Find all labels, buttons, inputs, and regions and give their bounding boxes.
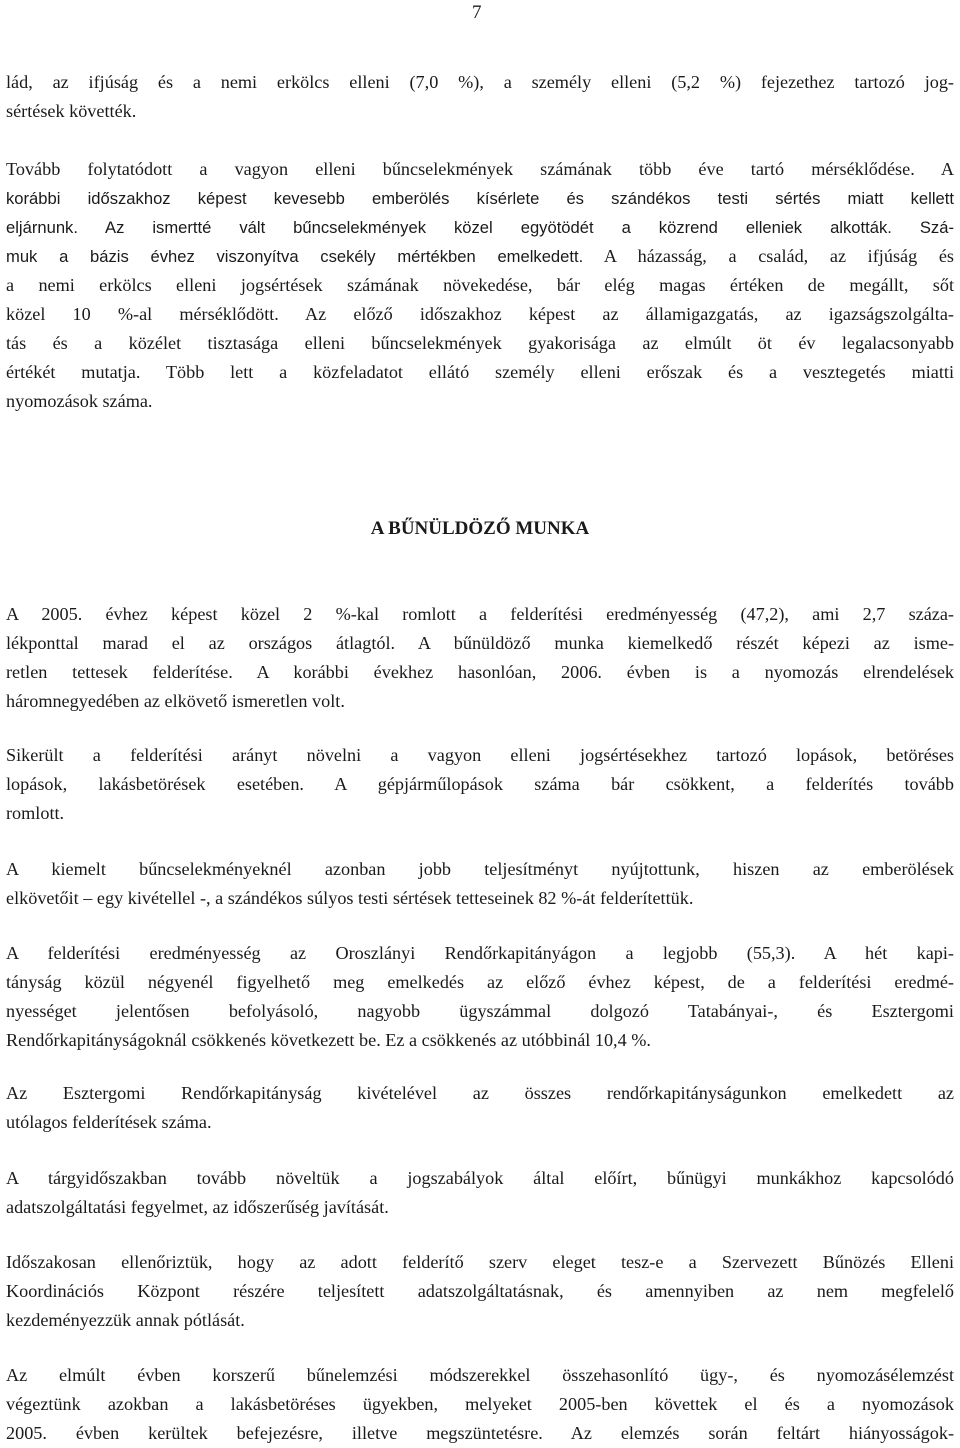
- text-line: Tovább folytatódott a vagyon elleni bűncselekmények számának több éve tartó mérséklődése. A: [6, 159, 954, 179]
- paragraph-8: [6, 1361, 954, 1448]
- text-line: Koordinációs Központ részére teljesített adatszolgáltatásnak, és amennyiben az nem megfelelő: [6, 1281, 954, 1301]
- paragraph-7: [6, 1248, 954, 1335]
- text-line: lád, az ifjúság és a nemi erkölcs elleni (7,0 %), a személy elleni (5,2 %) fejezethez tartozó jog-: [6, 72, 954, 92]
- paragraph-3: [6, 855, 954, 913]
- text-line: Az elmúlt évben korszerű bűnelemzési módszerekkel összehasonlító ügy-, és nyomozásélemzést: [6, 1365, 954, 1385]
- text-line: sértések követték.: [6, 101, 137, 121]
- text-line: Sikerült a felderítési arányt növelni a vagyon elleni jogsértésekhez tartozó lopások, betöréses: [6, 745, 954, 765]
- text-line: Az Esztergomi Rendőrkapitányság kivételével az összes rendőrkapitányságunkon emelkedett az: [6, 1083, 954, 1103]
- text-line: a nemi erkölcs elleni jogsértések számának növekedése, bár elég magas értéken de megállt, sőt: [6, 275, 954, 295]
- text-line: retlen tettesek felderítése. A korábbi évekhez hasonlóan, 2006. évben is a nyomozás elrendelések: [6, 662, 954, 682]
- text-line-part: A házasság, a család, az ifjúság és: [583, 246, 954, 266]
- paragraph-6: [6, 1164, 954, 1222]
- text-line: korábbi időszakhoz képest kevesebb emberölés kísérlete és szándékos testi sértés miatt kellett: [6, 189, 954, 208]
- text-line: Rendőrkapitányságoknál csökkenés következett be. Ez a csökkenés az utóbbinál 10,4 %.: [6, 1030, 651, 1050]
- paragraph-4: [6, 939, 954, 1055]
- text-line: Időszakosan ellenőriztük, hogy az adott felderítő szerv eleget tesz-e a Szervezett Bűnözés Elleni: [6, 1252, 954, 1272]
- section-heading: A BŰNÜLDÖZŐ MUNKA: [370, 518, 590, 539]
- text-line: végeztünk azokban a lakásbetöréses ügyekben, melyeket 2005-ben követtek el és a nyomozások: [6, 1394, 954, 1414]
- text-line: A felderítési eredményesség az Oroszlányi Rendőrkapitányágon a legjobb (55,3). A hét kapi-: [6, 943, 954, 963]
- text-line: romlott.: [6, 803, 65, 823]
- text-line-part: eljárnunk. Az ismertté vált bűncselekmények közel egyötödét a közrend elleniek alkották. Szá-: [6, 218, 954, 237]
- text-line: tányság közül négyenél figyelhető meg emelkedés az előző évhez képest, de a felderítési eredmé-: [6, 972, 954, 992]
- text-line-part: muk a bázis évhez viszonyítva csekély mértékben emelkedett.: [6, 247, 584, 266]
- paragraph-5: [6, 1079, 954, 1137]
- text-line: A tárgyidőszakban tovább növeltük a jogszabályok által előírt, bűnügyi munkákhoz kapcsolódó: [6, 1168, 954, 1188]
- page-number: 7: [472, 2, 482, 23]
- text-line: tás és a közélet tisztasága elleni bűncselekmények gyakorisága az elmúlt öt év legalacsonyabb: [6, 333, 954, 353]
- text-line: lopások, lakásbetörések esetében. A gépjárműlopások száma bár csökkent, a felderítés tovább: [6, 774, 954, 794]
- text-line: [6, 213, 954, 242]
- text-line: [6, 242, 954, 271]
- text-line: nyomozások száma.: [6, 391, 153, 411]
- text-line: nyességet jelentősen befolyásoló, nagyobb ügyszámmal dolgozó Tatabányai-, és Esztergomi: [6, 1001, 954, 1021]
- text-line: háromnegyedében az elkövető ismeretlen volt.: [6, 691, 345, 711]
- text-line: közel 10 %-al mérséklődött. Az előző időszakhoz képest az államigazgatás, az igazságszolgálta-: [6, 304, 954, 324]
- text-line: elkövetőit – egy kivétellel -, a szándékos súlyos testi sértések tetteseinek 82 %-át felderítettük.: [6, 888, 694, 908]
- trend-paragraph: [6, 155, 954, 416]
- text-line: lékponttal marad el az országos átlagtól. A bűnüldöző munka kiemelkedő részét képezi az isme-: [6, 633, 954, 653]
- intro-paragraph: [6, 68, 954, 126]
- text-line: A kiemelt bűncselekményeknél azonban jobb teljesítményt nyújtottunk, hiszen az emberölések: [6, 859, 954, 879]
- text-line: utólagos felderítések száma.: [6, 1112, 212, 1132]
- text-line: kezdeményezzük annak pótlását.: [6, 1310, 245, 1330]
- text-line: adatszolgáltatási fegyelmet, az időszerűség javítását.: [6, 1197, 389, 1217]
- text-line: A 2005. évhez képest közel 2 %-kal romlott a felderítési eredményesség (47,2), ami 2,7 száza-: [6, 604, 954, 624]
- paragraph-2: [6, 741, 954, 828]
- text-line: 2005. évben kerültek befejezésre, illetve megszüntetésre. Az elemzés során feltárt hiányosságok-: [6, 1423, 954, 1443]
- text-line: értékét mutatja. Több lett a közfeladatot ellátó személy elleni erőszak és a vesztegetés miatti: [6, 362, 954, 382]
- paragraph-1: [6, 600, 954, 716]
